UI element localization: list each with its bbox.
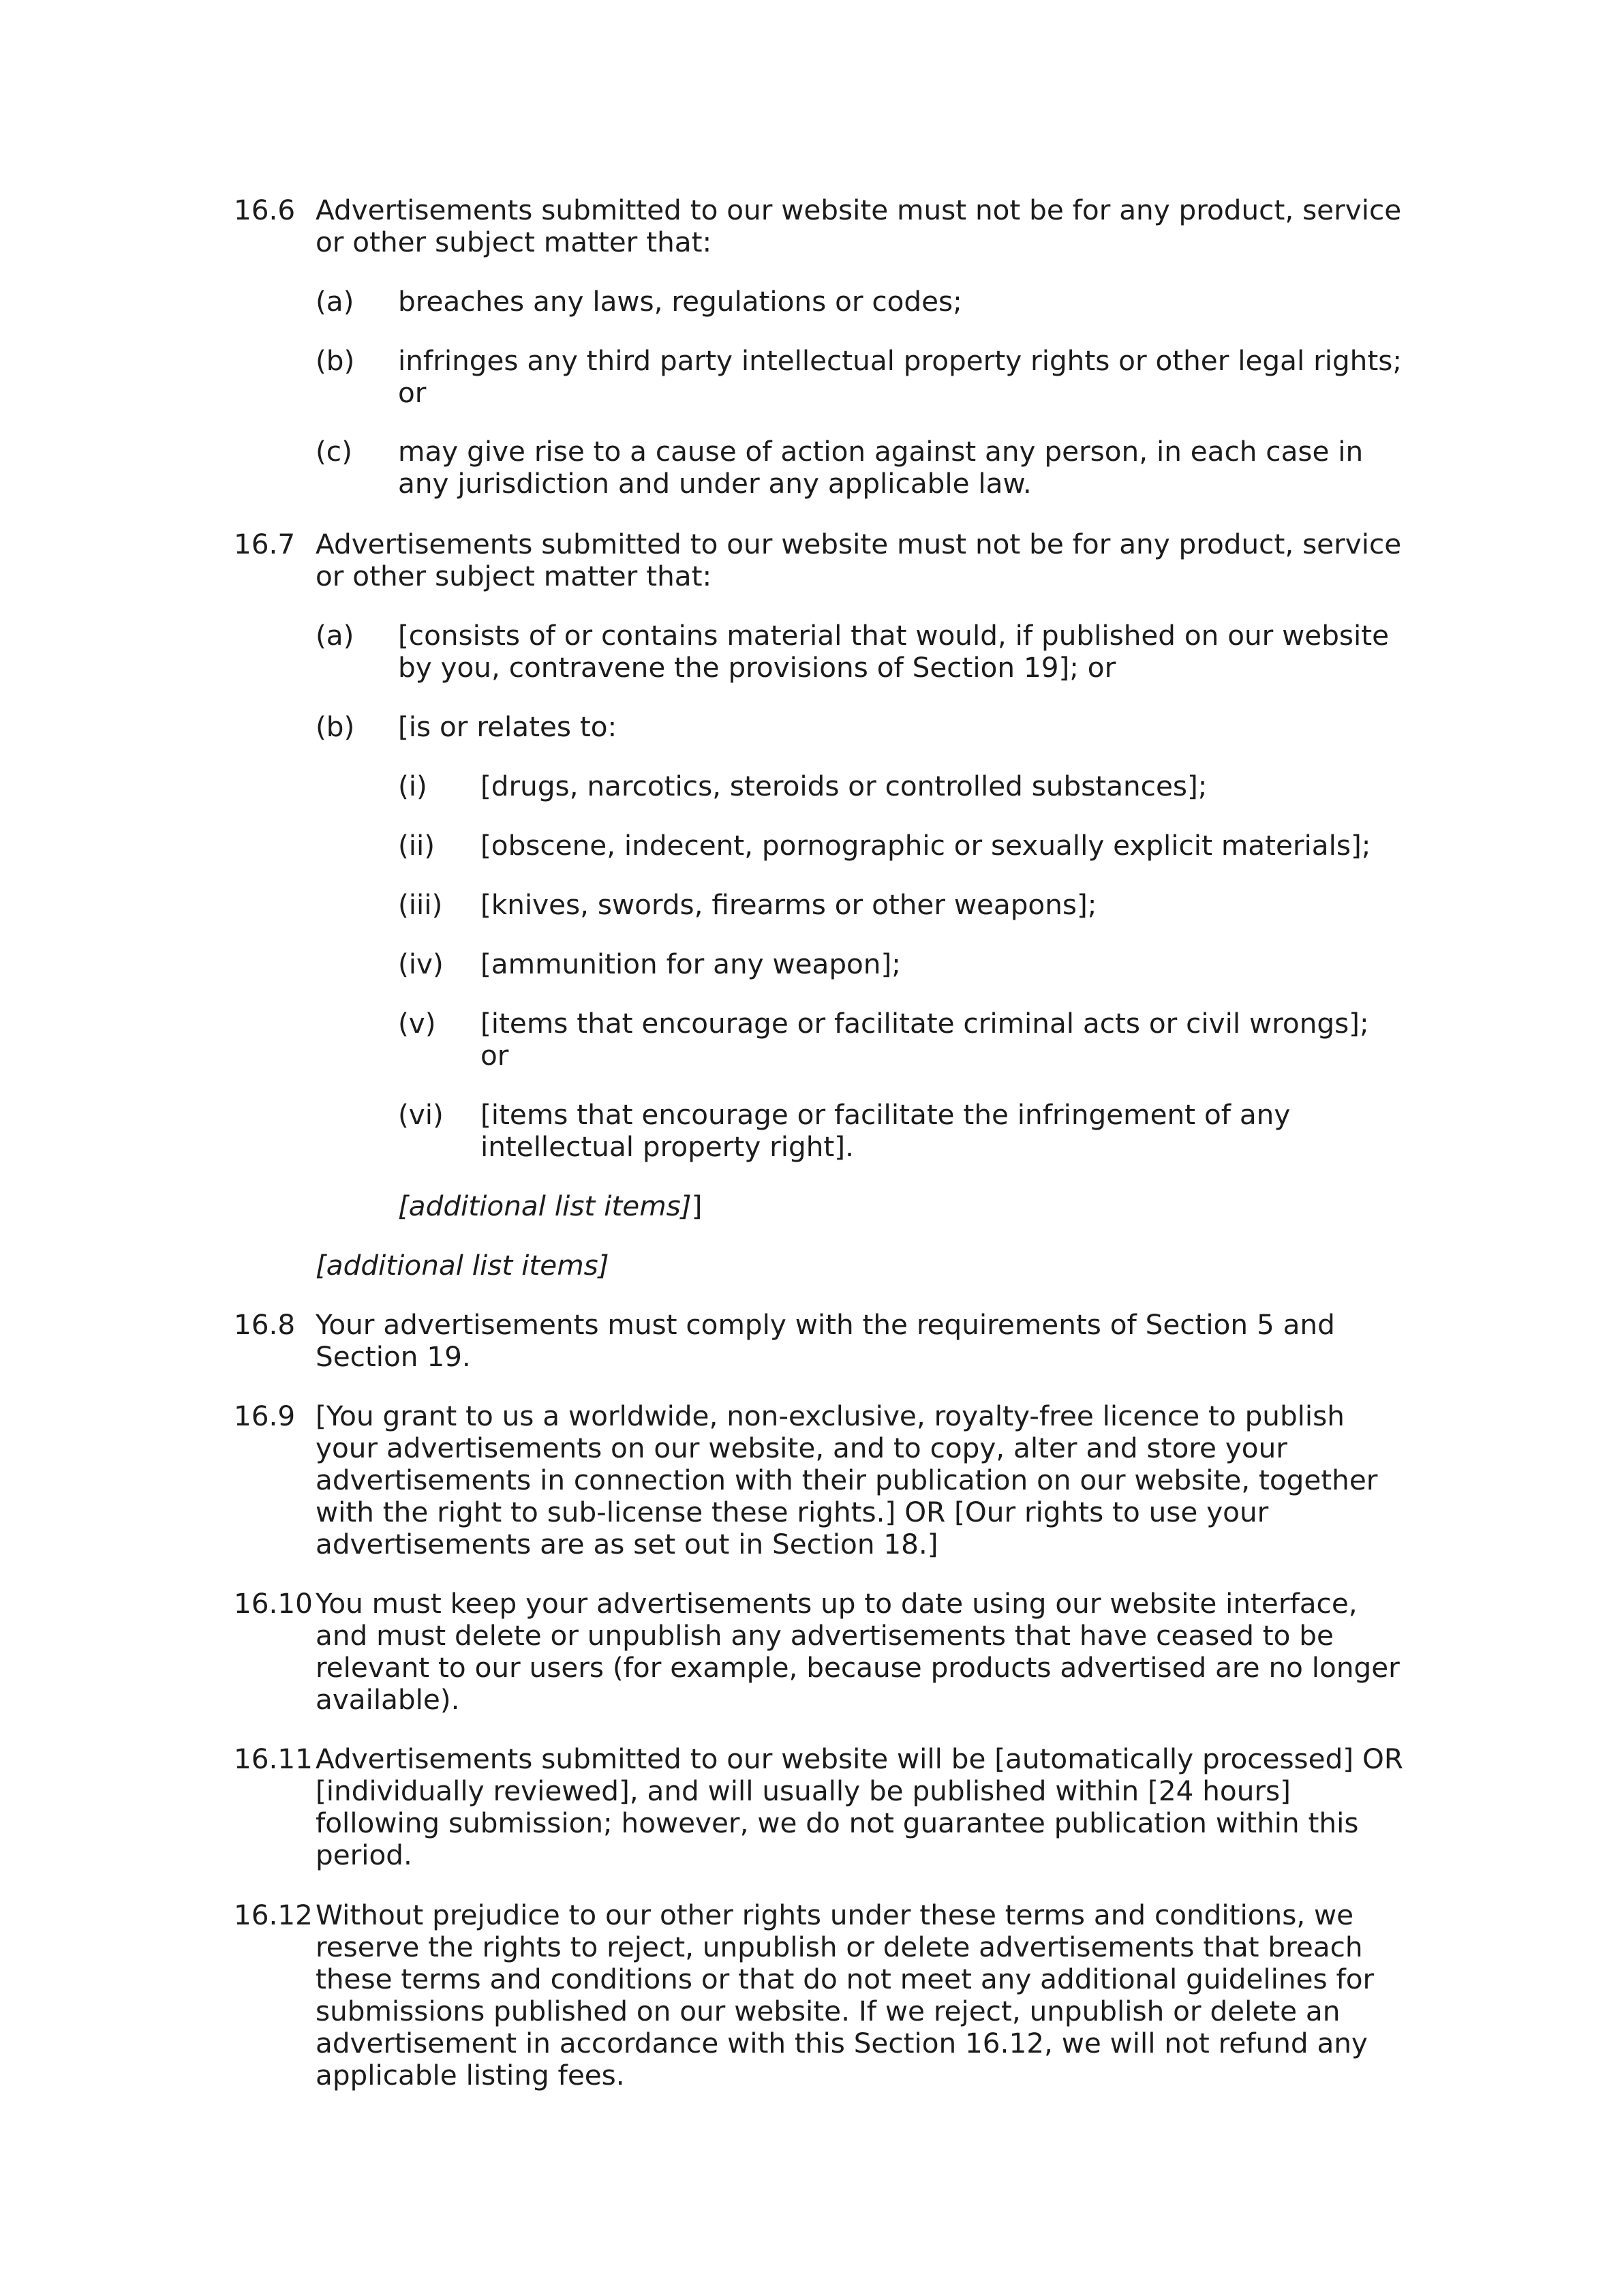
sub-item-label: (ii): [398, 829, 435, 862]
item-text: breaches any laws, regulations or codes;: [398, 285, 962, 318]
closing-bracket: ]: [691, 1190, 703, 1222]
additional-items-inner: [398, 1190, 1448, 1222]
clause-text: You must keep your advertisements up to date using our website interface, and must delete or unpublish any advertisements that have ceased to be relevant to our users (for example, because products advertised are no longer available).: [316, 1587, 1400, 1716]
sub-item-text: [knives, swords, firearms or other weapons];: [480, 888, 1097, 921]
clause-text: Advertisements submitted to our website will be [automatically processed] OR [individually reviewed], and will usually be published within [24 hours] following submission; however, we do not guarantee publication within this period.: [316, 1742, 1403, 1871]
sub-item-label: (vi): [398, 1098, 444, 1131]
clause-number: 16.7: [234, 528, 296, 560]
item-text: may give rise to a cause of action against any person, in each case in any jurisdiction and under any applicable law.: [398, 435, 1364, 500]
clause-number: 16.11: [234, 1742, 313, 1775]
clause-text: Advertisements submitted to our website must not be for any product, service or other subject matter that:: [316, 194, 1402, 258]
sub-item-label: (iii): [398, 888, 443, 921]
item-label: (a): [316, 285, 354, 318]
sub-item-label: (iv): [398, 948, 444, 980]
clause-text: Your advertisements must comply with the requirements of Section 5 and Section 19.: [316, 1308, 1335, 1373]
clause-number: 16.12: [234, 1899, 313, 1931]
additional-items-text: [additional list items]: [316, 1249, 609, 1282]
clause-number: 16.10: [234, 1587, 313, 1620]
additional-items-text: [additional list items]: [398, 1190, 692, 1222]
item-label: (b): [316, 710, 355, 743]
item-text: infringes any third party intellectual property rights or other legal rights; or: [398, 344, 1402, 409]
additional-items-outer: [316, 1250, 1447, 1282]
sub-item-text: [items that encourage or facilitate criminal acts or civil wrongs]; or: [480, 1007, 1369, 1072]
item-text: [consists of or contains material that would, if published on our website by you, contravene the provisions of Section 19]; or: [398, 619, 1390, 684]
clause-text: Advertisements submitted to our website must not be for any product, service or other subject matter that:: [316, 528, 1402, 592]
sub-item-text: [items that encourage or facilitate the infringement of any intellectual property right].: [480, 1098, 1291, 1163]
sub-item-label: (i): [398, 770, 427, 802]
item-label: (c): [316, 435, 352, 468]
item-label: (b): [316, 344, 355, 377]
clause-text: [You grant to us a worldwide, non-exclusive, royalty-free licence to publish your advertisements on our website, and to copy, alter and store your advertisements in connection with their publication on our website, together with the right to sub-license these rights.] OR [Our rights to use your advertisements are as set out in Section 18.]: [316, 1400, 1378, 1560]
item-text: [is or relates to:: [398, 710, 617, 743]
sub-item-label: (v): [398, 1007, 436, 1040]
clause-number: 16.9: [234, 1400, 296, 1432]
sub-item-text: [ammunition for any weapon];: [480, 948, 901, 980]
sub-item-text: [drugs, narcotics, steroids or controlled substances];: [480, 770, 1208, 802]
clause-number: 16.8: [234, 1308, 296, 1341]
item-label: (a): [316, 619, 354, 652]
sub-item-text: [obscene, indecent, pornographic or sexually explicit materials];: [480, 829, 1371, 862]
clause-number: 16.6: [234, 194, 296, 226]
clause-text: Without prejudice to our other rights under these terms and conditions, we reserve the rights to reject, unpublish or delete advertisements that breach these terms and conditions or that do not meet any additional guidelines for submissions published on our website. If we reject, unpublish or delete an advertisement in accordance with this Section 16.12, we will not refund any applicable listing fees.: [316, 1899, 1375, 2091]
